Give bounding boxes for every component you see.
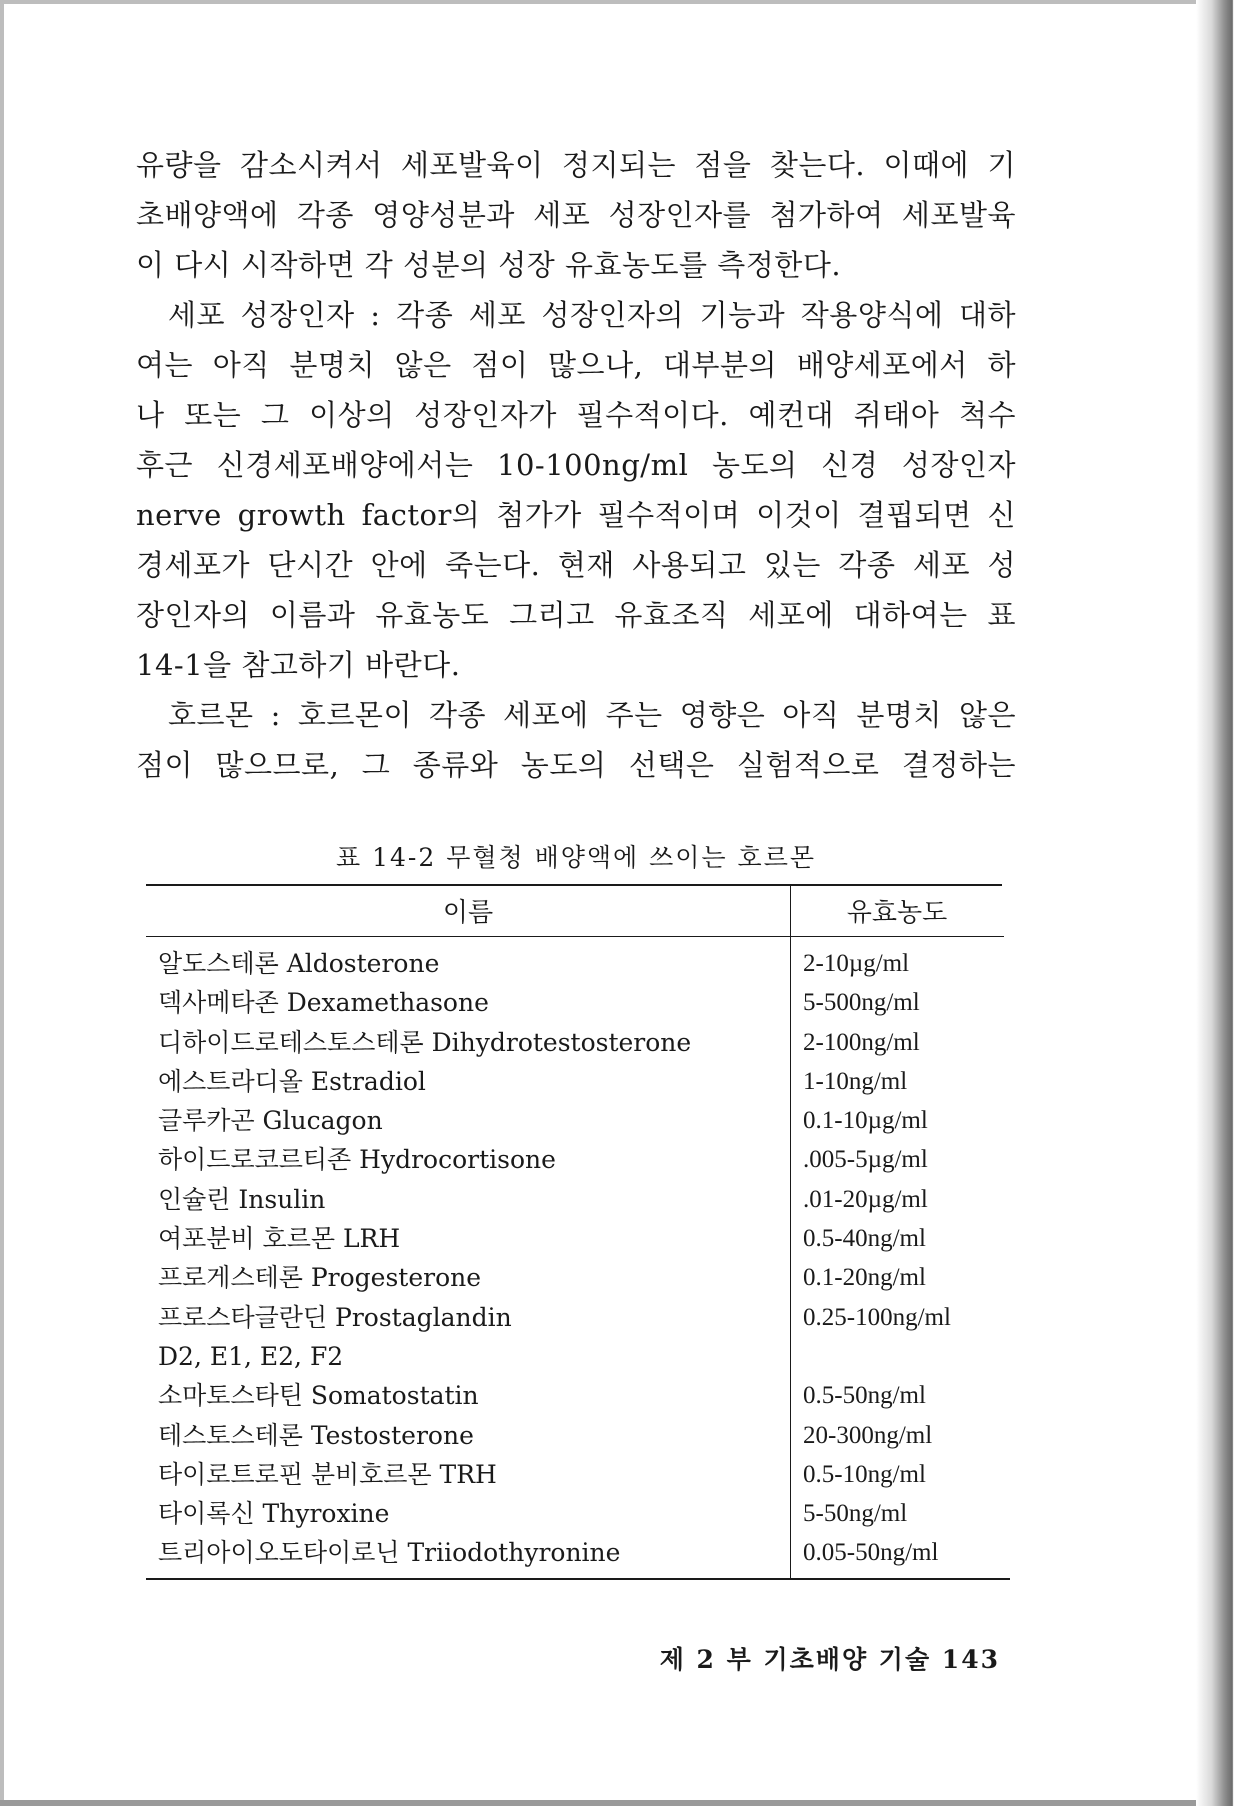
hormone-name: 타이록신 Thyroxine (158, 1499, 390, 1529)
table-row (158, 1258, 1010, 1297)
effective-concentration: 0.5-40ng/ml (803, 1225, 926, 1253)
effective-concentration: 2-100ng/ml (803, 1028, 920, 1056)
effective-concentration: 1-10ng/ml (803, 1067, 908, 1095)
table-row (158, 1533, 1010, 1572)
effective-concentration: 5-50ng/ml (803, 1500, 908, 1528)
hormone-name: 타이로트로핀 분비호르몬 TRH (158, 1459, 497, 1489)
page-footer: 제 2 부 기초배양 기술 143 (659, 1645, 1000, 1674)
hormone-name: 덱사메타존 Dexamethasone (158, 988, 489, 1018)
hormone-name: 에스트라디올 Estradiol (158, 1066, 426, 1096)
body-line: 여는 아직 분명치 않은 점이 많으나, 대부분의 배양세포에서 하 (136, 348, 1016, 382)
table-header-rule (146, 936, 1004, 937)
body-line: 유량을 감소시켜서 세포발육이 정지되는 점을 찾는다. 이때에 기 (136, 148, 1016, 182)
table-caption: 표 14-2 무혈청 배양액에 쓰이는 호르몬 (336, 843, 816, 872)
hormone-name: 인슐린 Insulin (158, 1184, 326, 1214)
table-row (158, 1298, 1010, 1337)
table-row (158, 1023, 1010, 1062)
table-row (158, 1101, 1010, 1140)
effective-concentration: .01-20µg/ml (803, 1185, 928, 1213)
column-header-name: 이름 (442, 898, 494, 928)
table-row (158, 944, 1010, 983)
body-line: 후근 신경세포배양에서는 10-100ng/ml 농도의 신경 성장인자 (136, 448, 1016, 482)
effective-concentration: 5-500ng/ml (803, 989, 920, 1017)
table-row (158, 1455, 1010, 1494)
effective-concentration: 0.1-10µg/ml (803, 1107, 928, 1135)
table-body (158, 944, 1010, 1573)
body-paragraphs (136, 140, 1016, 790)
body-line: 호르몬 : 호르몬이 각종 세포에 주는 영향은 아직 분명치 않은 (168, 698, 1016, 732)
hormone-name: D2, E1, E2, F2 (158, 1341, 344, 1371)
effective-concentration: 0.5-50ng/ml (803, 1382, 926, 1410)
table-row (158, 1416, 1010, 1455)
body-line: 14-1을 참고하기 바란다. (136, 648, 461, 682)
page-border-top (0, 0, 1210, 4)
column-header-concentration: 유효농도 (846, 898, 948, 928)
table-row (158, 1494, 1010, 1533)
table-row (158, 1376, 1010, 1415)
table-row (158, 1140, 1010, 1179)
hormone-name: 트리아이오도타이로닌 Triiodothyronine (158, 1538, 621, 1568)
effective-concentration: 20-300ng/ml (803, 1421, 933, 1449)
effective-concentration: 0.1-20ng/ml (803, 1264, 926, 1292)
effective-concentration: .005-5µg/ml (803, 1146, 928, 1174)
table-row (158, 1219, 1010, 1258)
table-bottom-rule (146, 1578, 1010, 1580)
body-line: 경세포가 단시간 안에 죽는다. 현재 사용되고 있는 각종 세포 성 (136, 548, 1016, 582)
table-row (158, 1180, 1010, 1219)
hormone-name: 프로게스테론 Progesterone (158, 1263, 482, 1293)
body-line: 나 또는 그 이상의 성장인자가 필수적이다. 예컨대 쥐태아 척수 (136, 398, 1016, 432)
hormone-name: 글루카곤 Glucagon (158, 1106, 383, 1136)
body-line: nerve growth factor의 첨가가 필수적이며 이것이 결핍되면 신 (136, 498, 1016, 532)
hormone-name: 소마토스타틴 Somatostatin (158, 1381, 479, 1411)
hormone-name: 알도스테론 Aldosterone (158, 949, 440, 978)
effective-concentration: 0.25-100ng/ml (803, 1303, 951, 1331)
hormone-name: 테스토스테론 Testosterone (158, 1420, 474, 1450)
body-line: 세포 성장인자 : 각종 세포 성장인자의 기능과 작용양식에 대하 (168, 298, 1016, 332)
table-top-rule (146, 884, 1002, 886)
body-line: 이 다시 시작하면 각 성분의 성장 유효농도를 측정한다. (136, 248, 842, 282)
body-line: 초배양액에 각종 영양성분과 세포 성장인자를 첨가하여 세포발육 (136, 198, 1016, 232)
effective-concentration: 0.05-50ng/ml (803, 1539, 939, 1567)
table-row (158, 983, 1010, 1022)
hormone-name: 여포분비 호르몬 LRH (158, 1224, 401, 1254)
page-edge-shadow (1196, 0, 1248, 1806)
page-border-bottom (0, 1800, 1210, 1806)
page-border-left (0, 0, 4, 1806)
table-row (158, 1062, 1010, 1101)
body-line: 점이 많으므로, 그 종류와 농도의 선택은 실험적으로 결정하는 (136, 748, 1016, 782)
effective-concentration: 2-10µg/ml (803, 950, 910, 977)
table-row (158, 1337, 1010, 1376)
hormone-name: 하이드로코르티존 Hydrocortisone (158, 1145, 556, 1175)
body-line: 장인자의 이름과 유효농도 그리고 유효조직 세포에 대하여는 표 (136, 598, 1016, 632)
effective-concentration: 0.5-10ng/ml (803, 1460, 926, 1488)
hormone-name: 디하이드로테스토스테론 Dihydrotestosterone (158, 1027, 692, 1057)
hormone-name: 프로스타글란딘 Prostaglandin (158, 1302, 512, 1332)
